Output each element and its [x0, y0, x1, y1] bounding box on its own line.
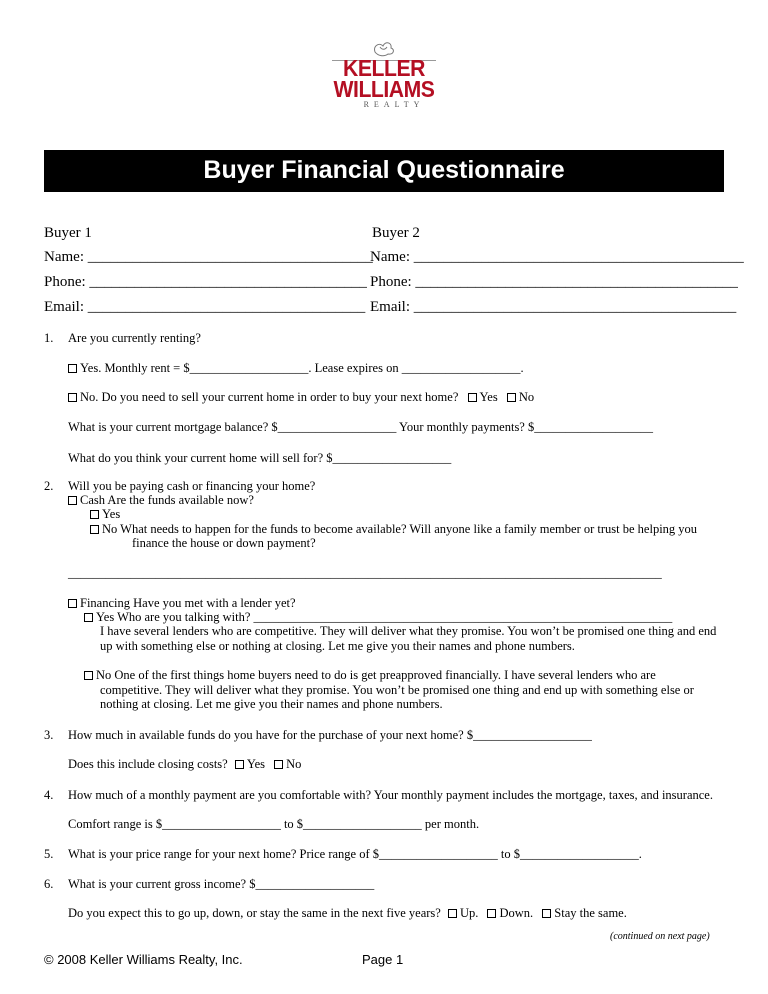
q1-yes-row: [68, 361, 524, 376]
q2-fin-no-text: No One of the first things home buyers need to do is get preapproved financially. I have several lenders who are: [96, 668, 656, 682]
footer-copyright: © 2008 Keller Williams Realty, Inc.: [44, 952, 243, 967]
logo-word-keller: KELLER: [343, 55, 425, 81]
buyer1-label: Buyer 1: [44, 225, 92, 241]
q1-yes-checkbox[interactable]: [68, 364, 77, 373]
q2-financing-text: Financing Have you met with a lender yet?: [80, 596, 296, 610]
q2-fin-yes-row: [84, 610, 672, 625]
q2-cash-no-text-2: finance the house or down payment?: [132, 536, 316, 550]
q2-financing-row: [68, 596, 296, 611]
q2-cash-yes-checkbox[interactable]: [90, 510, 99, 519]
q1-mortgage-line[interactable]: What is your current mortgage balance? $___________________ Your monthly payments? $___________________: [68, 420, 653, 434]
q6-up-checkbox[interactable]: [448, 909, 457, 918]
q6-same-label: Stay the same.: [554, 906, 627, 920]
footer-page-number: Page 1: [362, 952, 404, 967]
q2-fin-yes-text-2: I have several lenders who are competitive. They will deliver what they promise. You won’t be promised one thing and end: [100, 624, 717, 638]
buyer2-name-field[interactable]: Name: ____________________________________________: [370, 249, 744, 265]
q3-number: 3.: [44, 728, 54, 742]
keller-williams-logo: [326, 38, 442, 120]
q6-number: 6.: [44, 877, 54, 891]
buyer2-phone-field[interactable]: Phone: ___________________________________________: [370, 274, 738, 290]
q2-cash-text: Cash Are the funds available now?: [80, 493, 254, 507]
q6-expect-row: [68, 906, 627, 921]
q2-financing-checkbox[interactable]: [68, 599, 77, 608]
q4-text: How much of a monthly payment are you comfortable with? Your monthly payment includes the mortgage, taxes, and insurance.: [68, 788, 713, 802]
q1-no-row: [68, 390, 534, 405]
q6-text[interactable]: What is your current gross income? $___________________: [68, 877, 375, 891]
q1-sellfor-line[interactable]: What do you think your current home will sell for? $___________________: [68, 451, 452, 465]
title-bar: [44, 150, 724, 192]
q2-answer-blank-line[interactable]: _______________________________________________________________________________________________: [68, 566, 662, 580]
q1-yes-text: Yes. Monthly rent = $___________________. Lease expires on ___________________.: [80, 361, 524, 375]
page-title: Buyer Financial Questionnaire: [203, 156, 565, 184]
q2-number: 2.: [44, 479, 54, 493]
q2-cash-yes-row: [90, 507, 120, 522]
q1-number: 1.: [44, 331, 54, 345]
buyer2-email-field[interactable]: Email: ___________________________________________: [370, 299, 737, 315]
q2-cash-no-text: No What needs to happen for the funds to become available? Will anyone like a family member or trust be helping you: [102, 522, 698, 536]
q6-down-label: Down.: [499, 906, 534, 920]
q3-closing-text: Does this include closing costs?: [68, 757, 228, 771]
q2-cash-row: [68, 493, 254, 508]
q1-text: Are you currently renting?: [68, 331, 201, 345]
q4-number: 4.: [44, 788, 54, 802]
q1-no-text: No. Do you need to sell your current home in order to buy your next home?: [80, 390, 459, 404]
q4-range-line[interactable]: Comfort range is $___________________ to $___________________ per month.: [68, 817, 480, 831]
q2-cash-no-checkbox[interactable]: [90, 525, 99, 534]
q2-text: Will you be paying cash or financing your home?: [68, 479, 316, 493]
buyer1-name-field[interactable]: Name: ______________________________________: [44, 249, 373, 265]
buyer2-label: Buyer 2: [372, 225, 420, 241]
q2-fin-yes-text-3: up with something else or nothing at closing. Let me give you their names and phone numbers.: [100, 639, 575, 653]
q3-no-checkbox[interactable]: [274, 760, 283, 769]
q3-no-label: No: [286, 757, 302, 771]
q6-expect-text: Do you expect this to go up, down, or stay the same in the next five years?: [68, 906, 441, 920]
q2-cash-no-row: [90, 522, 697, 537]
continued-note: (continued on next page): [610, 931, 710, 942]
q3-yes-label: Yes: [246, 757, 266, 771]
q1-sell-yes-label: Yes: [479, 390, 498, 404]
q3-closing-row: [68, 757, 301, 772]
q3-yes-checkbox[interactable]: [235, 760, 244, 769]
q6-same-checkbox[interactable]: [542, 909, 551, 918]
q1-sell-no-checkbox[interactable]: [507, 393, 516, 402]
q3-text[interactable]: How much in available funds do you have for the purchase of your next home? $___________________: [68, 728, 592, 742]
q2-fin-yes-text[interactable]: Yes Who are you talking with? ___________________________________________________________________: [96, 610, 673, 624]
q1-sell-yes-checkbox[interactable]: [468, 393, 477, 402]
q2-cash-checkbox[interactable]: [68, 496, 77, 505]
q2-cash-yes-label: Yes: [102, 507, 121, 521]
q1-no-checkbox[interactable]: [68, 393, 77, 402]
logo-word-williams: WILLIAMS: [333, 76, 435, 102]
q6-down-checkbox[interactable]: [487, 909, 496, 918]
q5-number: 5.: [44, 847, 54, 861]
buyer1-phone-field[interactable]: Phone: _____________________________________: [44, 274, 367, 290]
q2-fin-no-row: [84, 668, 656, 683]
q1-sell-no-label: No: [518, 390, 535, 404]
q2-fin-no-checkbox[interactable]: [84, 671, 93, 680]
q5-text[interactable]: What is your price range for your next home? Price range of $___________________ to $___________________.: [68, 847, 642, 861]
q2-fin-no-text-2: competitive. They will deliver what they promise. You won’t be promised one thing and end up with something else or: [100, 683, 694, 697]
buyer1-email-field[interactable]: Email: _____________________________________: [44, 299, 366, 315]
q2-fin-no-text-3: nothing at closing. Let me give you their names and phone numbers.: [100, 697, 443, 711]
q6-up-label: Up.: [459, 906, 479, 920]
logo-realty: REALTY: [363, 100, 425, 109]
q2-fin-yes-checkbox[interactable]: [84, 613, 93, 622]
